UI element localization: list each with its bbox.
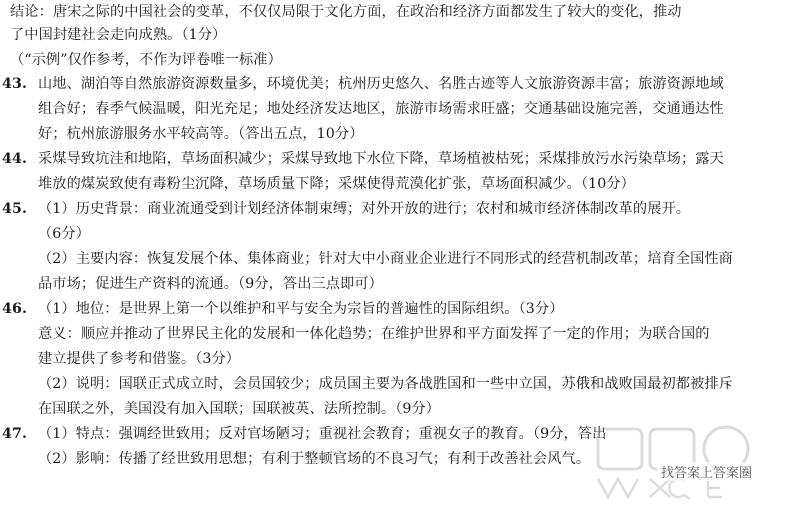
question-44-line-2 xyxy=(0,173,792,195)
line-text: 在国联之外，美国没有加入国联；国联被英、法所控制。（9分） xyxy=(38,401,441,417)
text-line-1 xyxy=(0,1,792,23)
question-46-line-4 xyxy=(0,373,792,395)
question-number: 47. xyxy=(2,426,27,442)
line-text: （6分） xyxy=(38,226,90,242)
question-47-line-2 xyxy=(0,448,792,470)
question-43-line-3 xyxy=(0,123,792,145)
line-text: 了中国封建社会走向成熟。（1分） xyxy=(10,27,227,43)
question-46-line-5 xyxy=(0,398,792,420)
question-43-line-2 xyxy=(0,98,792,120)
question-45-line-4 xyxy=(0,273,792,295)
question-45-line-3 xyxy=(0,248,792,270)
question-44-line-1 xyxy=(0,148,792,170)
question-number: 44. xyxy=(2,151,27,167)
question-45-line-1 xyxy=(0,198,792,220)
line-text: 山地、湖泊等自然旅游资源数量多，环境优美；杭州历史悠久、名胜古迹等人文旅游资源丰富；旅游资源地域 xyxy=(38,76,724,92)
line-text: 堆放的煤炭致使有毒粉尘沉降，草场质量下降；采煤使得荒漠化扩张，草场面积减少。（10分） xyxy=(38,176,635,192)
watermark-caption: 找答案上答案圈 xyxy=(657,462,756,481)
text-line-3 xyxy=(0,49,792,71)
question-47-line-1 xyxy=(0,423,792,445)
line-text: 品市场；促进生产资料的流通。（9分，答出三点即可） xyxy=(38,276,383,292)
line-text: 建立提供了参考和借鉴。（3分） xyxy=(38,351,241,367)
line-text: 结论：唐宋之际的中国社会的变革，不仅仅局限于文化方面，在政治和经济方面都发生了较大的变化，推动 xyxy=(10,4,682,20)
line-text: 意义：顺应并推动了世界民主化的发展和一体化趋势；在维护世界和平方面发挥了一定的作用；为联合国的 xyxy=(38,326,710,342)
question-number: 45. xyxy=(2,201,27,217)
line-text: （1）特点：强调经世致用；反对官场陋习；重视社会教育；重视女子的教育。（9分，答出 xyxy=(38,426,607,442)
line-text: 采煤导致坑洼和地陷，草场面积减少；采煤导致地下水位下降，草场植被枯死；采煤排放污水污染草场；露天 xyxy=(38,151,724,167)
line-text: （2）主要内容：恢复发展个体、集体商业；针对大中小商业企业进行不同形式的经营机制改革；培育全国性商 xyxy=(38,251,733,267)
line-text: （2）说明：国联正式成立时，会员国较少；成员国主要为各战胜国和一些中立国，苏俄和战败国最初都被排斥 xyxy=(38,376,733,392)
line-text: （1）地位：是世界上第一个以维护和平与安全为宗旨的普遍性的国际组织。（3分） xyxy=(38,301,564,317)
question-45-line-2 xyxy=(0,223,792,245)
question-number: 46. xyxy=(2,301,27,317)
line-text: 好；杭州旅游服务水平较高等。（答出五点，10分） xyxy=(38,126,364,142)
line-text: （“示例”仅作参考，不作为评卷唯一标准） xyxy=(10,52,282,68)
question-46-line-2 xyxy=(0,323,792,345)
question-46-line-1 xyxy=(0,298,792,320)
line-text: （2）影响：传播了经世致用思想；有利于整顿官场的不良习气；有利于改善社会风气。 xyxy=(38,451,591,467)
question-number: 43. xyxy=(2,76,27,92)
line-text: （1）历史背景：商业流通受到计划经济体制束缚；对外开放的进行；农村和城市经济体制改革的展开。 xyxy=(38,201,691,217)
text-line-2 xyxy=(0,24,792,46)
question-46-line-3 xyxy=(0,348,792,370)
line-text: 组合好；春季气候温暖，阳光充足；地处经济发达地区，旅游市场需求旺盛；交通基础设施完善，交通通达性 xyxy=(38,101,724,117)
question-43-line-1 xyxy=(0,73,792,95)
